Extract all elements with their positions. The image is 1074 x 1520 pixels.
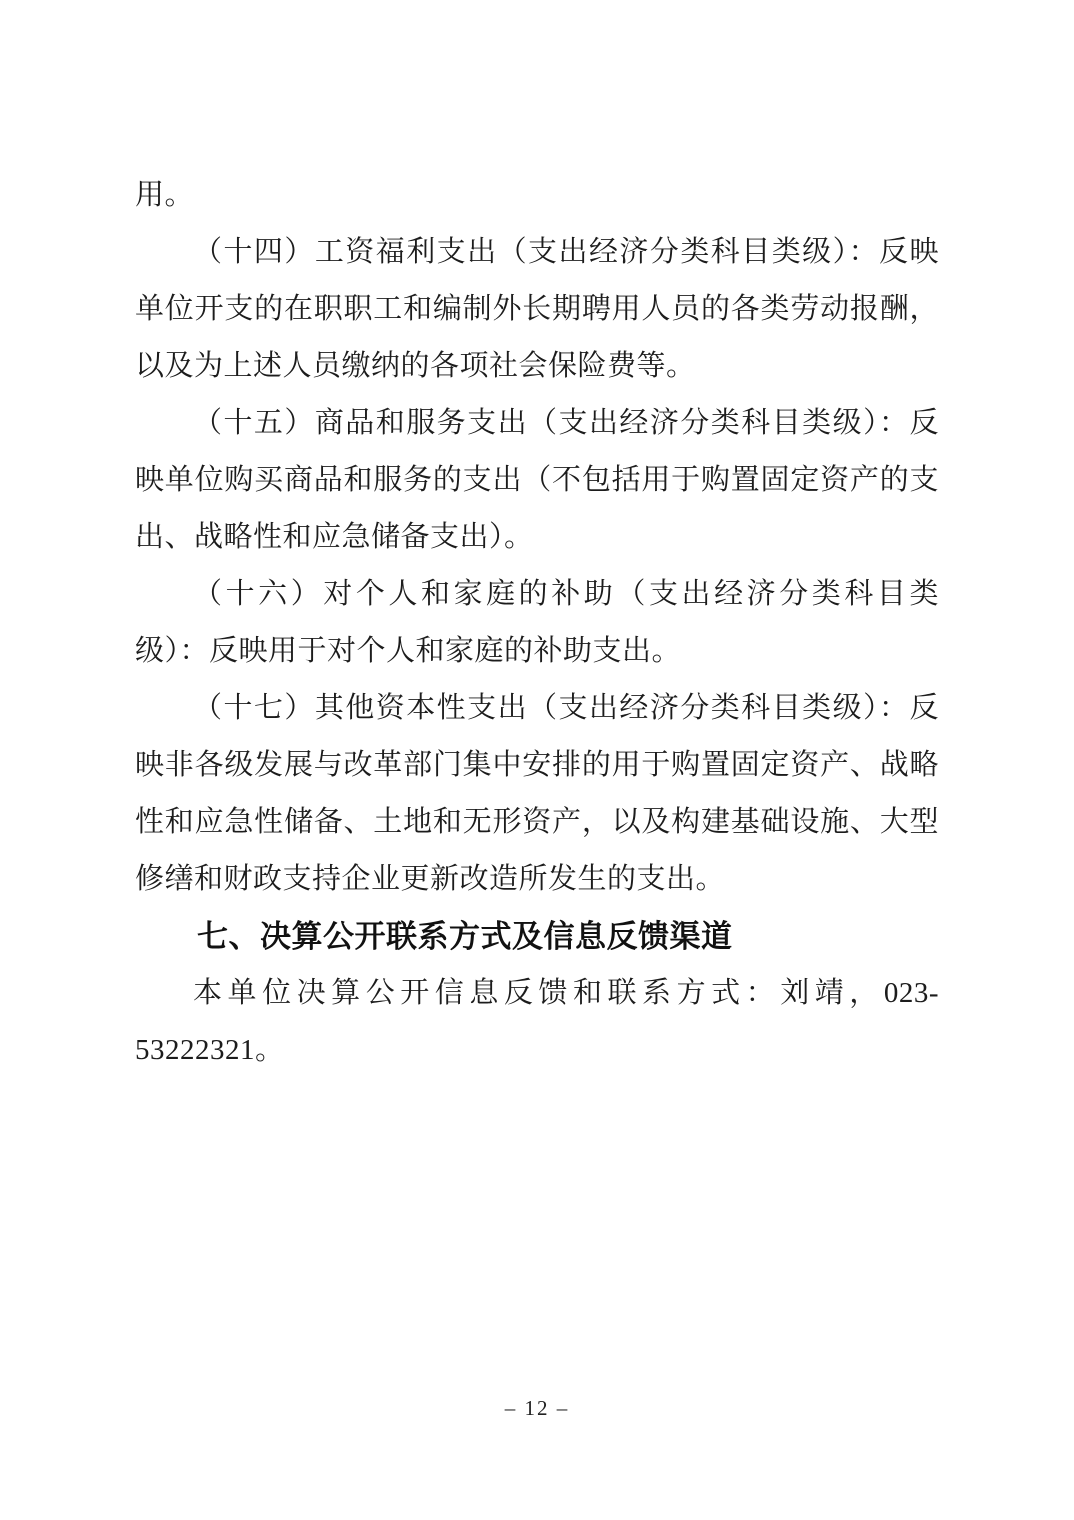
paragraph-item-15: （十五）商品和服务支出（支出经济分类科目类级）：反映单位购买商品和服务的支出（不包括用于购置固定资产的支出、战略性和应急储备支出）。 bbox=[135, 407, 939, 553]
document-body bbox=[135, 167, 939, 1079]
paragraph-item-17: （十七）其他资本性支出（支出经济分类科目类级）：反映非各级发展与改革部门集中安排的用于购置固定资产、战略性和应急性储备、土地和无形资产，以及构建基础设施、大型修缮和财政支持企业更新改造所发生的支出。 bbox=[135, 692, 939, 895]
paragraph-item-14: （十四）工资福利支出（支出经济分类科目类级）：反映单位开支的在职职工和编制外长期聘用人员的各类劳动报酬，以及为上述人员缴纳的各项社会保险费等。 bbox=[135, 236, 939, 382]
paragraph-item-16: （十六）对个人和家庭的补助（支出经济分类科目类级）：反映用于对个人和家庭的补助支出。 bbox=[135, 578, 939, 667]
section-heading-7: 七、决算公开联系方式及信息反馈渠道 bbox=[197, 919, 733, 954]
page-number: – 12 – bbox=[504, 1396, 570, 1420]
paragraph-contact-info: 本单位决算公开信息反馈和联系方式：刘靖，023-53222321。 bbox=[135, 977, 939, 1066]
paragraph-continuation: 用。 bbox=[135, 179, 195, 211]
